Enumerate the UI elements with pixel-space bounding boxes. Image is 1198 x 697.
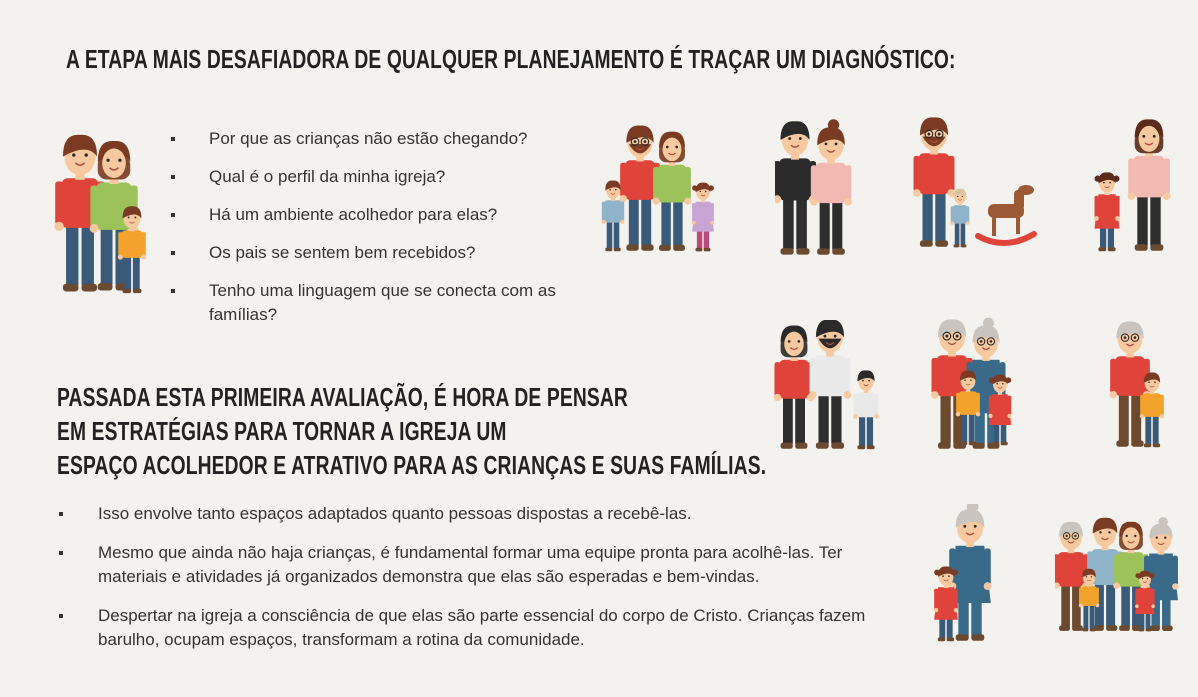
strategy-text: Isso envolve tanto espaços adaptados quanto pessoas dispostas a recebê-las. [98,504,692,523]
person-figure [774,325,814,448]
question-text: Qual é o perfil da minha igreja? [209,167,446,186]
list-item [209,203,589,227]
person-figure [775,121,817,254]
bullet-icon [171,213,175,217]
rocking-horse-leg [1016,216,1020,234]
person-figure [913,117,955,246]
parents-son-icon [772,320,887,452]
section-heading-line: PASSADA ESTA PRIMEIRA AVALIAÇÃO, É HORA DE PENSAR [57,382,628,412]
list-item [98,604,898,652]
person-figure [809,320,851,449]
question-text: Há um ambiente acolhedor para elas? [209,205,498,224]
rocking-horse-leg [992,216,996,236]
strategy-text: Despertar na igreja a consciência de que elas são parte essencial do corpo de Cristo. Crianças fazem barulho, ocupam espaços, transformam a rotina da comunidade. [98,606,866,649]
grandfather-grandson-icon [1108,318,1168,450]
rocking-horse-head [1018,185,1034,195]
person-figure [692,183,714,252]
section-heading-line: ESPAÇO ACOLHEDOR E ATRATIVO PARA AS CRIANÇAS E SUAS FAMÍLIAS. [57,450,767,480]
list-item [209,279,589,327]
family-four-icon [600,122,722,254]
list-item [209,127,589,151]
bullet-icon [59,551,63,555]
list-item [209,241,589,265]
bullet-icon [59,614,63,618]
person-figure [810,119,852,254]
question-text: Tenho uma linguagem que se conecta com as famílias? [209,281,556,324]
couple-baby-icon [775,118,853,258]
person-figure [950,189,969,248]
question-text: Por que as crianças não estão chegando? [209,129,528,148]
strategies-list [98,502,898,667]
question-text: Os pais se sentem bem recebidos? [209,243,476,262]
grandparents-grandkids-icon [930,316,1022,452]
list-item [209,165,589,189]
bullet-icon [171,175,175,179]
strategy-text: Mesmo que ainda não haja crianças, é fundamental formar uma equipe pronta para acolhê-las. Ter materiais e atividades já organizados demonstra que elas são esperadas e bem-vindas. [98,543,843,586]
bullet-icon [171,289,175,293]
diagnostic-questions-list [209,127,589,341]
person-figure [853,370,879,449]
mother-daughter-icon [1085,118,1175,254]
rocking-horse-base [978,234,1034,243]
page-title: A ETAPA MAIS DESAFIADORA DE QUALQUER PLANEJAMENTO É TRAÇAR UM DIAGNÓSTICO: [66,44,956,74]
section-heading-line: EM ESTRATÉGIAS PARA TORNAR A IGREJA UM [57,416,507,446]
person-figure [1094,172,1120,251]
bullet-icon [171,137,175,141]
father-boy-rocking-horse-icon [910,116,1038,250]
list-item [98,502,898,526]
family-parents-son-icon [52,130,152,295]
section-heading [57,380,766,482]
list-item [98,541,898,589]
bullet-icon [171,251,175,255]
person-figure [653,132,692,251]
person-figure [1128,119,1171,250]
person-figure [1110,321,1151,446]
grandmother-granddaughter-icon [930,504,992,644]
bullet-icon [59,512,63,516]
extended-family-icon [1055,516,1179,634]
